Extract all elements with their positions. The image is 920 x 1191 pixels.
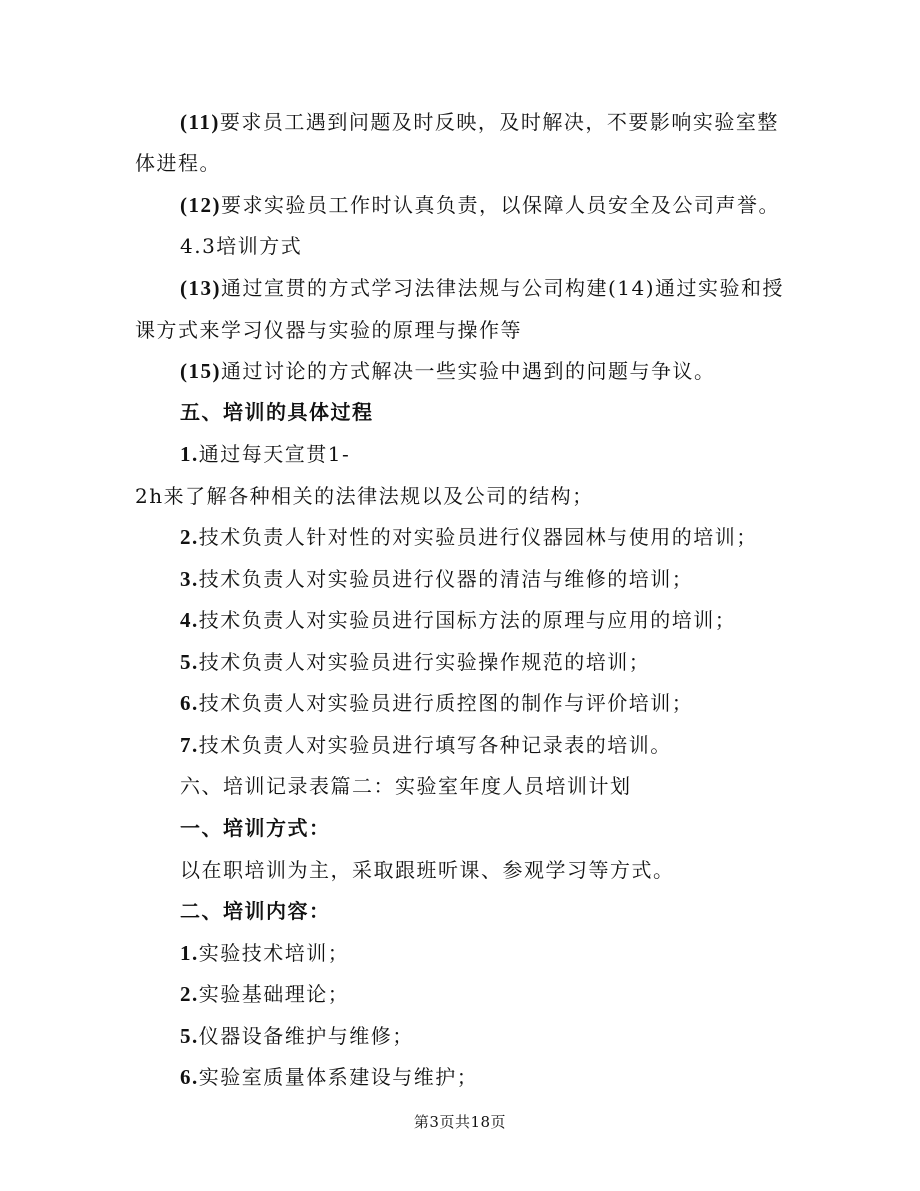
paragraph-line <box>180 356 716 386</box>
section-heading <box>180 896 331 926</box>
item-number: 1. <box>180 442 199 466</box>
line-text: 实验基础理论； <box>198 982 350 1006</box>
paragraph-line <box>180 938 349 968</box>
line-text: 技术负责人对实验员进行仪器的清洁与维修的培训； <box>198 567 694 591</box>
item-number: 5. <box>180 1024 199 1048</box>
item-number: 3. <box>180 567 199 591</box>
line-text: 技术负责人对实验员进行填写各种记录表的培训。 <box>198 733 672 757</box>
paragraph-line <box>180 979 349 1009</box>
line-text: 要求实验员工作时认真负责，以保障人员安全及公司声誉。 <box>221 193 780 217</box>
item-number: (11) <box>180 110 220 134</box>
paragraph-line <box>180 522 758 552</box>
line-text: 技术负责人对实验员进行国标方法的原理与应用的培训； <box>198 608 737 632</box>
item-number: 5. <box>180 650 199 674</box>
line-text: 技术负责人对实验员进行质控图的制作与评价培训； <box>198 691 694 715</box>
heading-text: 二、培训内容： <box>180 899 331 923</box>
paragraph-line <box>180 688 693 718</box>
heading-text: 一、培训方式： <box>180 816 331 840</box>
line-text: 实验室质量体系建设与维护； <box>198 1065 479 1089</box>
line-text: 技术负责人针对性的对实验员进行仪器园林与使用的培训； <box>198 525 758 549</box>
item-number: (15) <box>180 359 221 383</box>
paragraph-line <box>135 148 221 178</box>
heading-text: 五、培训的具体过程 <box>180 400 374 424</box>
line-text: 要求员工遇到问题及时反映，及时解决，不要影响实验室整 <box>219 110 779 134</box>
item-number: 1. <box>180 941 199 965</box>
line-text: 课方式来学习仪器与实验的原理与操作等 <box>135 318 522 342</box>
line-text: 以在职培训为主，采取跟班听课、参观学习等方式。 <box>180 858 675 882</box>
paragraph-line <box>180 231 302 261</box>
paragraph-line <box>135 481 594 511</box>
line-text: 通过讨论的方式解决一些实验中遇到的问题与争议。 <box>221 359 716 383</box>
paragraph-line <box>180 107 779 137</box>
line-text: 通过每天宣贯1- <box>198 442 351 466</box>
paragraph-line <box>180 855 675 885</box>
line-text: 技术负责人对实验员进行实验操作规范的培训； <box>198 650 651 674</box>
paragraph-line <box>180 647 650 677</box>
paragraph-line <box>180 1062 478 1092</box>
item-number: 7. <box>180 733 199 757</box>
item-number: 4. <box>180 608 199 632</box>
item-number: 2. <box>180 525 199 549</box>
line-text: 2h来了解各种相关的法律法规以及公司的结构； <box>135 484 594 508</box>
paragraph-line <box>180 564 693 594</box>
item-number: (12) <box>180 193 221 217</box>
section-heading <box>180 397 374 427</box>
line-text: 实验技术培训； <box>198 941 350 965</box>
paragraph-line <box>180 771 632 801</box>
item-number: (13) <box>180 276 221 300</box>
line-text: 体进程。 <box>135 151 221 175</box>
paragraph-line <box>180 190 780 220</box>
line-text: 4.3培训方式 <box>180 234 303 258</box>
line-text: 六、培训记录表篇二：实验室年度人员培训计划 <box>180 774 632 798</box>
page-footer: 第3页共18页 <box>413 1113 507 1131</box>
paragraph-line <box>180 730 672 760</box>
section-heading <box>180 813 331 843</box>
line-text: 仪器设备维护与维修； <box>198 1024 414 1048</box>
paragraph-line <box>135 315 522 345</box>
line-text: 通过宣贯的方式学习法律法规与公司构建(14)通过实验和授 <box>221 276 785 300</box>
item-number: 2. <box>180 982 199 1006</box>
paragraph-line <box>180 1021 414 1051</box>
item-number: 6. <box>180 1065 199 1089</box>
paragraph-line <box>180 605 736 635</box>
item-number: 6. <box>180 691 199 715</box>
paragraph-line <box>180 273 784 303</box>
paragraph-line <box>180 439 350 469</box>
